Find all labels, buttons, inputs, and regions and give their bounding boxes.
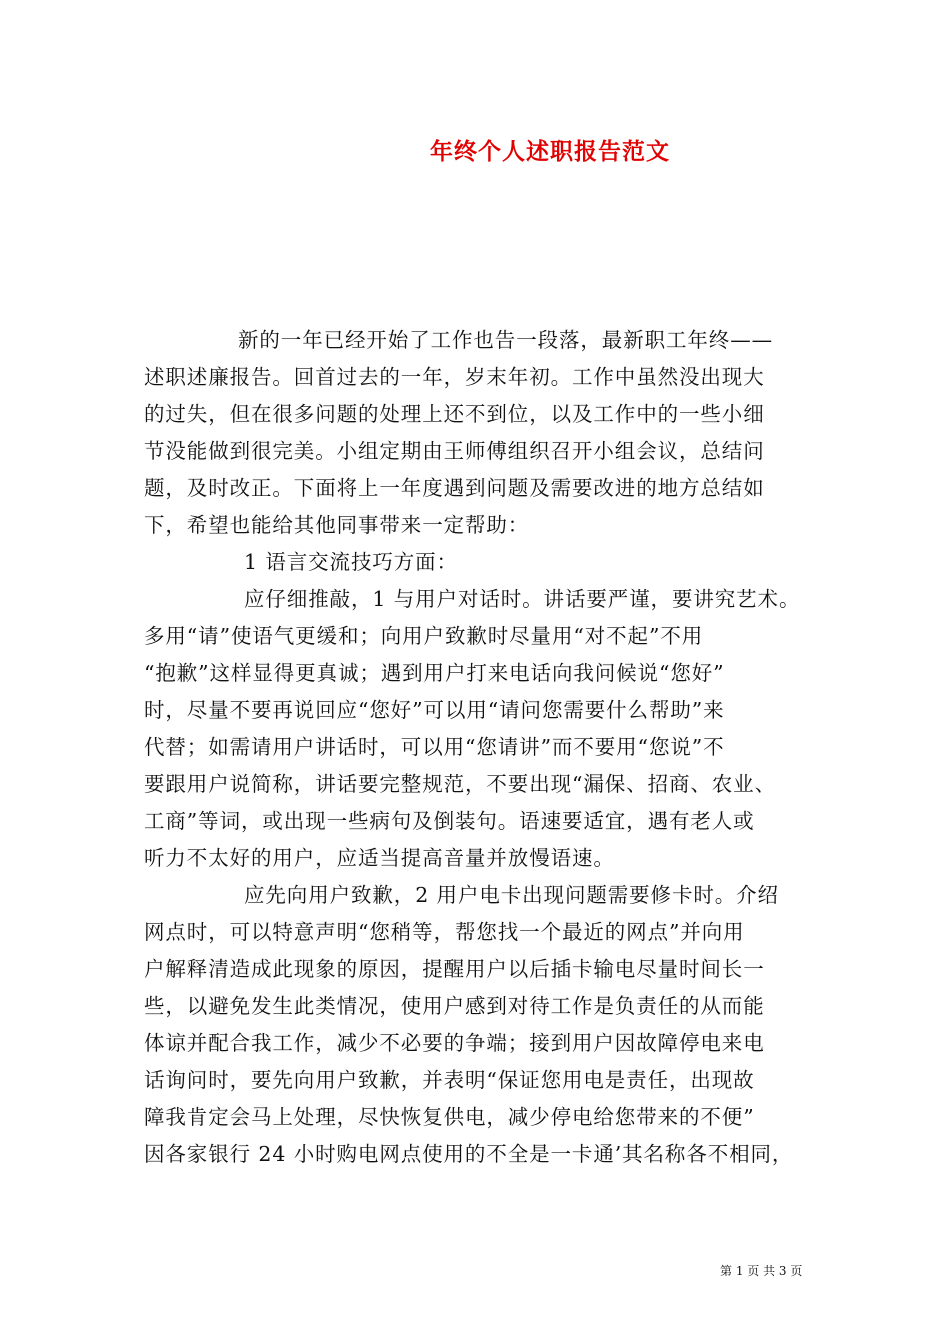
paragraph-line: 下，希望也能给其他同事带来一定帮助：	[144, 513, 530, 537]
paragraph-line: 些，以避免发生此类情况，使用户感到对待工作是负责任的从而能	[144, 994, 765, 1018]
paragraph-line: 题，及时改正。下面将上一年度遇到问题及需要改进的地方总结如	[144, 476, 765, 500]
section-heading: 1 语言交流技巧方面：	[244, 550, 458, 574]
paragraph-line: 障我肯定会马上处理，尽快恢复供电，减少停电给您带来的不便”	[144, 1105, 755, 1129]
paragraph-line: 话询问时，要先向用户致歉，并表明“保证您用电是责任，出现故	[144, 1068, 755, 1092]
document-title: 年终个人述职报告范文	[430, 138, 670, 165]
paragraph-line: “抱歉”这样显得更真诚；遇到用户打来电话向我问候说“您好”	[144, 661, 725, 685]
paragraph-line: 因各家银行 24 小时购电网点使用的不全是一卡通’其名称各不相同，	[144, 1142, 794, 1166]
paragraph-line: 体谅并配合我工作，减少不必要的争端；接到用户因故障停电来电	[144, 1031, 765, 1055]
page-number-footer: 第 1 页 共 3 页	[720, 1264, 803, 1278]
paragraph-line: 工商”等词，或出现一些病句及倒装句。语速要适宜，遇有老人或	[144, 809, 755, 833]
paragraph-line: 述职述廉报告。回首过去的一年，岁末年初。工作中虽然没出现大	[144, 365, 765, 389]
paragraph-line: 户解释清造成此现象的原因，提醒用户以后插卡输电尽量时间长一	[144, 957, 765, 981]
paragraph-line: 网点时，可以特意声明“您稍等，帮您找一个最近的网点”并向用	[144, 920, 745, 944]
paragraph-line: 新的一年已经开始了工作也告一段落，最新职工年终——	[238, 328, 773, 352]
paragraph-line: 应先向用户致歉，2 用户电卡出现问题需要修卡时。介绍	[244, 883, 779, 907]
paragraph-line: 听力不太好的用户，应适当提高音量并放慢语速。	[144, 846, 615, 870]
paragraph-line: 要跟用户说简称，讲话要完整规范，不要出现“漏保、招商、农业、	[144, 772, 776, 796]
paragraph-line: 应仔细推敲，1 与用户对话时。讲话要严谨，要讲究艺术。	[244, 587, 801, 611]
paragraph-line: 的过失，但在很多问题的处理上还不到位，以及工作中的一些小细	[144, 402, 765, 426]
paragraph-line: 多用“请”使语气更缓和；向用户致歉时尽量用“对不起”不用	[144, 624, 704, 648]
paragraph-line: 时，尽量不要再说回应“您好”可以用“请问您需要什么帮助”来	[144, 698, 725, 722]
paragraph-line: 代替；如需请用户讲话时，可以用“您请讲”而不要用“您说”不	[144, 735, 725, 759]
paragraph-line: 节没能做到很完美。小组定期由王师傅组织召开小组会议，总结问	[144, 439, 765, 463]
